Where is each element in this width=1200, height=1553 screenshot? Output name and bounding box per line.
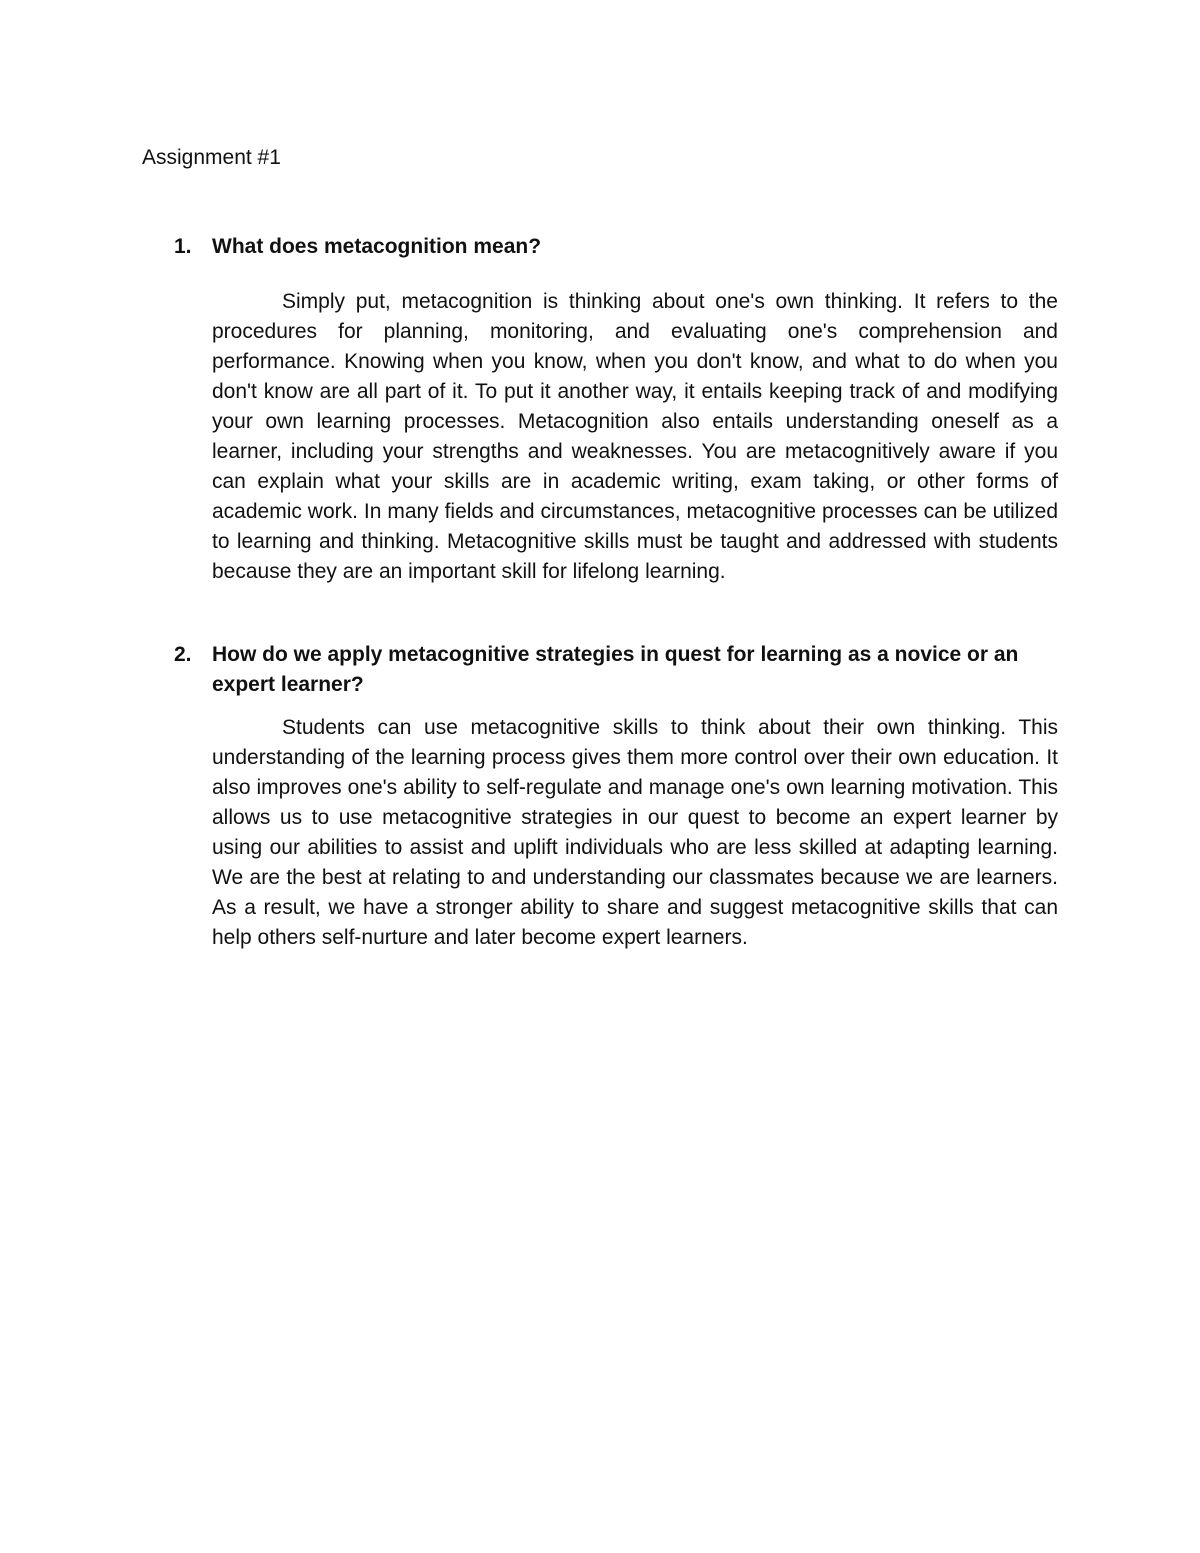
question-number: 2. bbox=[174, 643, 192, 666]
question-text: How do we apply metacognitive strategies in quest for learning as a novice or an expert learner? bbox=[212, 643, 1019, 696]
question-number: 1. bbox=[174, 235, 192, 258]
question-item bbox=[0, 640, 1200, 953]
answer-paragraph: Simply put, metacognition is thinking about one's own thinking. It refers to the procedures for planning, monitoring, and evaluating one's comprehension and performance. Knowing when you know, when you don't know, and what to do when you don't know are all part of it. To put it another way, it entails keeping track of and modifying your own learning processes. Metacognition also entails understanding oneself as a learner, including your strengths and weaknesses. You are metacognitively aware if you can explain what your skills are in academic writing, exam taking, or other forms of academic work. In many fields and circumstances, metacognitive processes can be utilized to learning and thinking. Metacognitive skills must be taught and addressed with students because they are an important skill for lifelong learning. bbox=[212, 290, 1058, 583]
question-item bbox=[0, 232, 1200, 587]
document-title: Assignment #1 bbox=[142, 146, 281, 169]
question-heading bbox=[0, 640, 1200, 700]
question-text: What does metacognition mean? bbox=[212, 235, 542, 258]
answer-paragraph: Students can use metacognitive skills to think about their own thinking. This understanding of the learning process gives them more control over their own education. It also improves one's ability to self-regulate and manage one's own learning motivation. This allows us to use metacognitive strategies in our quest to become an expert learner by using our abilities to assist and uplift individuals who are less skilled at adapting learning. We are the best at relating to and understanding our classmates because we are learners. As a result, we have a stronger ability to share and suggest metacognitive skills that can help others self-nurture and later become expert learners. bbox=[212, 716, 1058, 949]
question-heading bbox=[0, 232, 1200, 262]
